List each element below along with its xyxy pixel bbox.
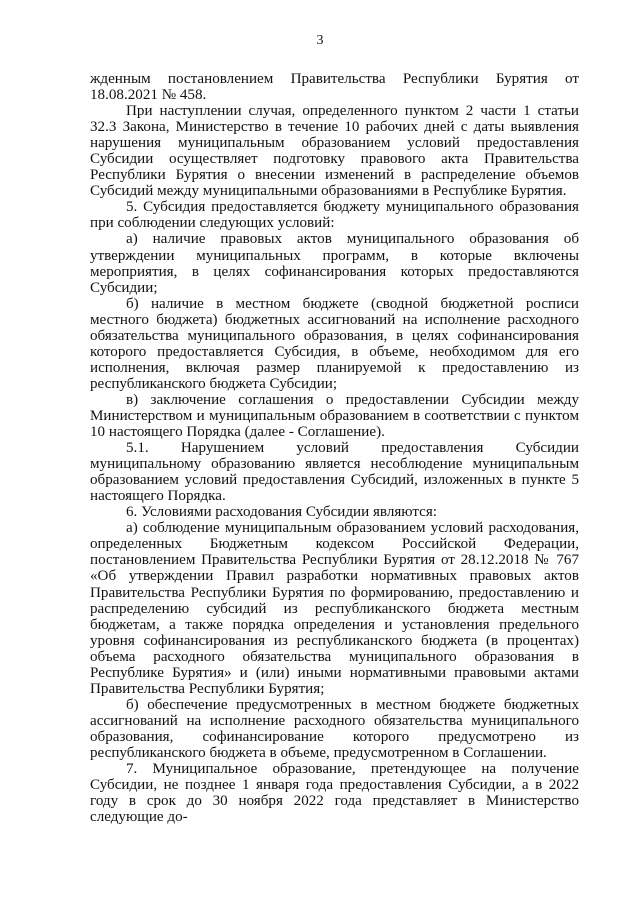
page-number: 3 [316,33,324,48]
paragraph-item-5b: б) наличие в местном бюджете (сводной бюджетной росписи местного бюджета) бюджетных ассигнований на исполнение расходного обязательства муниципального образования, в целях софинансирования которого предоставляется Субсидия, в объеме, необходимом для его исполнения, включая размер планируемой к предоставлению из республиканского бюджета Субсидии; [90,295,579,392]
paragraph-item-5-1: 5.1. Нарушением условий предоставления Субсидии муниципальному образованию является несоблюдение муниципальным образованием условий предоставления Субсидий, изложенных в пункте 5 настоящего Порядка. [90,440,579,505]
paragraph-violation-case: При наступлении случая, определенного пунктом 2 части 1 статьи 32.3 Закона, Министерство в течение 10 рабочих дней с даты выявления нарушения муниципальным образованием условий предоставления Субсидии осуществляет подготовку правового акта Правительства Республики Бурятия о внесении изменений в распределение объемов Субсидий между муниципальными образованиями в Республике Бурятия. [90,103,579,200]
paragraph-item-5v: в) заключение соглашения о предоставлении Субсидии между Министерством и муниципальным образованием в соответствии с пунктом 10 настоящего Порядка (далее - Соглашение). [90,391,579,441]
paragraph-item-6: 6. Условиями расходования Субсидии являются: [126,504,437,521]
document-body [90,71,579,825]
paragraph-item-5a: а) наличие правовых актов муниципального образования об утверждении муниципальных программ, в которые включены мероприятия, в целях софинансирования которых предоставляются Субсидии; [90,231,579,296]
paragraph-item-5: 5. Субсидия предоставляется бюджету муниципального образования при соблюдении следующих условий: [90,199,579,232]
paragraph-item-7: 7. Муниципальное образование, претендующее на получение Субсидии, не позднее 1 января года предоставления Субсидии, а в 2022 году в срок до 30 ноября 2022 года представляет в Министерство следующие до- [90,761,579,826]
paragraph-item-6b: б) обеспечение предусмотренных в местном бюджете бюджетных ассигнований на исполнение расходного обязательства муниципального образования, софинансирование которого предусмотрено из республиканского бюджета в объеме, предусмотренном в Соглашении. [90,696,579,761]
paragraph-item-6a: а) соблюдение муниципальным образованием условий расходования, определенных Бюджетным кодексом Российской Федерации, постановлением Правительства Республики Бурятия от 28.12.2018 № 767 «Об утверждении Правил разработки нормативных правовых актов Правительства Республики Бурятия по формированию, предоставлению и распределению субсидий из республиканского бюджета местным бюджетам, а также порядка определения и установления предельного уровня софинансирования из республиканского бюджета (в процентах) объема расходного обязательства муниципального образования в Республике Бурятия» и (или) иными нормативными правовыми актами Правительства Республики Бурятия; [90,520,579,697]
paragraph-continuation: жденным постановлением Правительства Республики Бурятия от 18.08.2021 № 458. [90,71,579,104]
